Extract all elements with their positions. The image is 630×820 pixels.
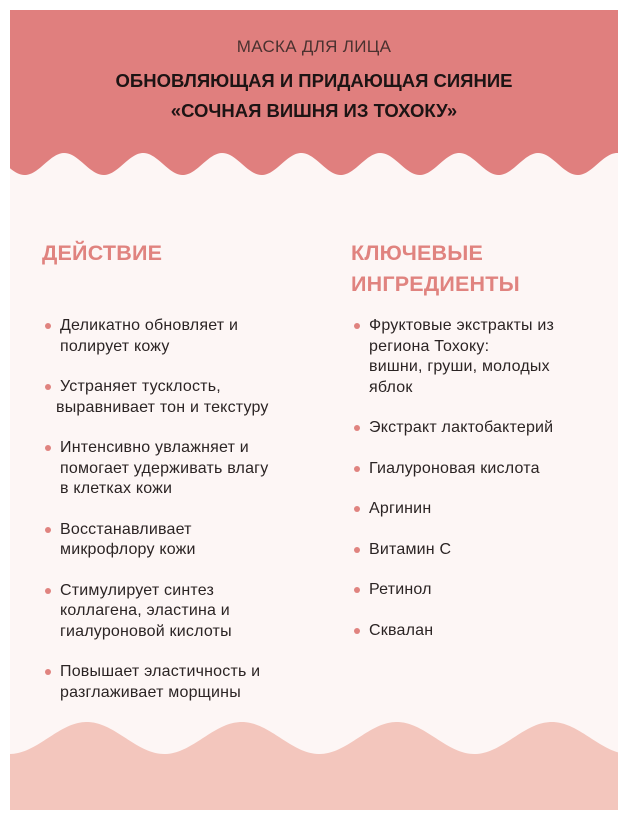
list-item-text: Интенсивно увлажняет и	[60, 439, 249, 456]
list-item	[351, 499, 613, 520]
bullet-icon	[354, 466, 360, 472]
ingredients-title-line-1: КЛЮЧЕВЫЕ	[351, 241, 484, 265]
bullet-icon	[354, 506, 360, 512]
product-title-line-2: «СОЧНАЯ ВИШНЯ ИЗ ТОХОКУ»	[170, 100, 458, 121]
header-banner	[10, 10, 618, 195]
list-item-text: Аргинин	[369, 500, 432, 517]
bullet-icon	[354, 425, 360, 431]
bullet-icon	[45, 527, 51, 533]
ingredients-list	[351, 316, 613, 661]
list-item-text: гиалуроновой кислоты	[60, 622, 232, 640]
list-item	[351, 316, 613, 398]
list-item	[42, 520, 332, 561]
list-item-text: выравнивает тон и текстуру	[56, 398, 269, 416]
product-title-line-1: ОБНОВЛЯЮЩАЯ И ПРИДАЮЩАЯ СИЯНИЕ	[115, 70, 513, 91]
list-item-text: вишни, груши, молодых	[369, 358, 550, 375]
ingredients-section-title	[351, 238, 520, 300]
list-item-text: Гиалуроновая кислота	[369, 459, 540, 477]
list-item	[42, 438, 332, 500]
product-title	[10, 66, 618, 126]
list-item	[42, 581, 332, 643]
bullet-icon	[45, 445, 51, 451]
bullet-icon	[354, 323, 360, 329]
list-item	[351, 459, 613, 480]
list-item-text: микрофлору кожи	[60, 541, 196, 558]
action-title-line-1: ДЕЙСТВИЕ	[42, 241, 163, 265]
bullet-icon	[45, 384, 51, 390]
list-item-text: Стимулирует синтез	[60, 581, 215, 599]
bullet-icon	[354, 547, 360, 553]
list-item-text: Восстанавливает	[60, 520, 192, 538]
list-item	[42, 662, 332, 703]
product-card	[10, 10, 618, 810]
list-item-text: помогает удерживать влагу	[60, 459, 269, 477]
list-item-text: Повышает эластичность и	[60, 663, 261, 680]
action-list	[42, 316, 332, 723]
bullet-icon	[354, 587, 360, 593]
list-item	[351, 540, 613, 561]
list-item-text: в клетках кожи	[60, 480, 173, 497]
list-item	[351, 580, 613, 601]
list-item	[42, 316, 332, 357]
list-item-text: Экстракт лактобактерий	[369, 419, 554, 436]
bullet-icon	[45, 323, 51, 329]
list-item-text: разглаживает морщины	[60, 683, 241, 701]
list-item	[351, 418, 613, 439]
list-item	[351, 621, 613, 642]
bullet-icon	[45, 588, 51, 594]
product-category: МАСКА ДЛЯ ЛИЦА	[236, 37, 392, 56]
list-item-text: Устраняет тусклость,	[60, 378, 221, 395]
list-item	[42, 377, 332, 418]
action-section-title	[42, 238, 162, 269]
list-item-text: Фруктовые экстракты из	[369, 317, 555, 334]
list-item-text: Сквалан	[369, 621, 434, 639]
footer-wave-background	[10, 710, 618, 810]
list-item-text: яблок	[369, 378, 413, 396]
list-item-text: Ретинол	[369, 581, 432, 598]
footer-wave	[10, 710, 618, 810]
list-item-text: коллагена, эластина и	[60, 602, 230, 619]
list-item-text: полирует кожу	[60, 337, 170, 355]
list-item-text: региона Тохоку:	[369, 337, 490, 355]
ingredients-title-line-2: ИНГРЕДИЕНТЫ	[351, 272, 520, 296]
bullet-icon	[45, 669, 51, 675]
list-item-text: Деликатно обновляет и	[60, 317, 239, 334]
bullet-icon	[354, 628, 360, 634]
list-item-text: Витамин С	[369, 540, 452, 558]
